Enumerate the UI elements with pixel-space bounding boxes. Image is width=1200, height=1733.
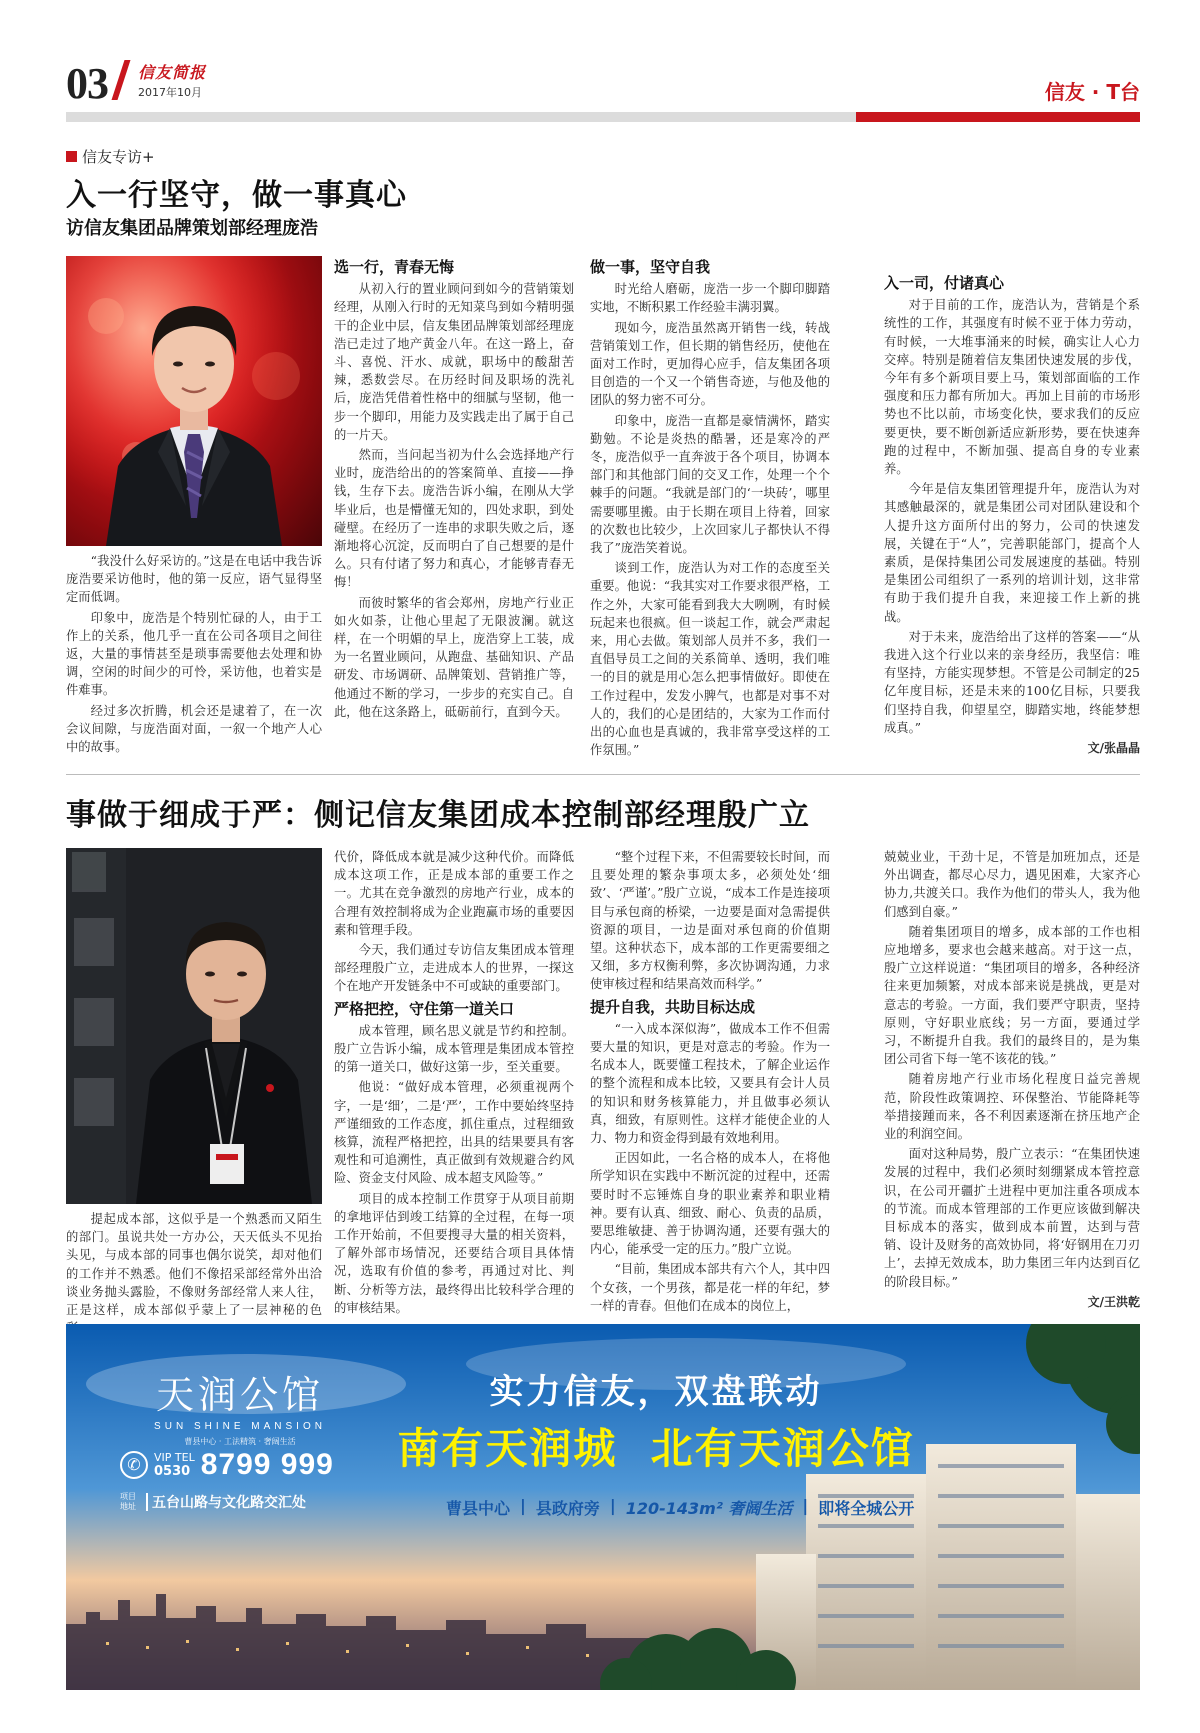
paragraph: “整个过程下来，不但需要较长时间，而且要处理的繁杂事项太多，必须处处‘细致’、‘严谨’。”殷广立说，“成本工作是连接项目与承包商的桥梁，一边要是面对急需提供资源的项目，一边是面对承包商的价值期望。这种状态下，成本部的工作更需要细之又细，多方权衡利弊，多次协调沟通，力求使审核过程和结果高效而科学。” — [590, 850, 830, 992]
paragraph: 从初入行的置业顾问到如今的营销策划经理，从刚入行时的无知菜鸟到如今精明强干的企业中层，信友集团品牌策划部经理庞浩已走过了地产黄金八年。在这一路上，奋斗、喜悦、汗水、成就，职场中的酸甜苦辣，悉数尝尽。在历经时间及职场的洗礼后，庞浩凭借着性格中的细腻与坚韧，他一步一个脚印，用能力及实践走出了属于自己的一片天。 — [334, 282, 574, 442]
article2-column-3 — [590, 848, 830, 1317]
paragraph: 经过多次折腾，机会还是逮着了，在一次会议间隙，与庞浩面对面，一叙一个地产人心中的故事。 — [66, 703, 322, 755]
issue-date: 2017年10月 — [138, 86, 202, 99]
section-heading: 严格把控，守住第一道关口 — [334, 999, 515, 1018]
ad-slogan-secondary: 南有天润城 北有天润公馆 — [397, 1424, 915, 1473]
article2-column-4 — [884, 848, 1140, 1313]
portrait-illustration — [66, 256, 322, 546]
paragraph: “一入成本深似海”，做成本工作不但需要大量的知识，更是对意志的考验。作为一名成本人，既要懂工程技术，了解企业运作的整个流程和成本比较，又要具有会计人员的知识和财务核算能力，并且做事必须认真，细致，有原则性。这样才能使企业的人力、物力和资金得到最有效地利用。 — [590, 1021, 830, 1146]
paragraph: 今年是信友集团管理提升年，庞浩认为对其感触最深的，就是集团公司对团队建设和个人提升这方面所付出的努力，公司的快速发展，关键在于“人”，完善职能部门，提高个人素质，是保持集团公司发展速度的基础。特别是集团公司组织了一系列的培训计划，这非常有助于我们提升自我，来迎接工作上新的挑战。 — [884, 482, 1140, 624]
paragraph: “我没什么好采访的。”这是在电话中我告诉庞浩要采访他时，他的第一反应，语气显得坚定而低调。 — [66, 554, 322, 605]
vip-label: VIP TEL — [154, 1451, 195, 1464]
section-heading: 提升自我，共助目标达成 — [590, 997, 756, 1016]
portrait-photo-panghao — [66, 256, 322, 546]
paragraph: 提起成本部，这似乎是一个熟悉而又陌生的部门。虽说共处一方办公，天天低头不见抬头见，与成本部的同事也偶尔说笑，却对他们的工作并不熟悉。他们不像招采部经常外出洽谈业务抛头露脸，不像财务部经常人来人往，正是这样，成本部似乎蒙上了一层神秘的色 — [66, 1212, 322, 1318]
article1-column-3 — [590, 254, 830, 761]
ad-features-bar — [446, 1496, 914, 1519]
column-tag — [66, 146, 155, 167]
article1-headline: 入一行坚守，做一事真心 — [66, 178, 407, 213]
section-label: 信友 · T台 — [1044, 80, 1140, 104]
ad-logo-chinese: 天润公馆 — [155, 1373, 324, 1417]
header-rule-accent — [856, 112, 1140, 122]
paragraph: 正因如此，一名合格的成本人，在将他所学知识在实践中不断沉淀的过程中，还需要时时不忘锤炼自身的职业素养和职业精神。要有认真、细致、耐心、负责的品质，要思维敏捷、善于协调沟通，还要有强大的内心，能承受一定的压力。”殷广立说。 — [590, 1151, 830, 1257]
byline: 文/张晶晶 — [1087, 741, 1140, 756]
ad-address — [120, 1492, 306, 1512]
paragraph: 印象中，庞浩是个特别忙碌的人，由于工作上的关系，他几乎一直在公司各项目之间往返，大量的事情甚至是琐事需要他去处理和协调，空闲的时间少的可怜，采访他，也着实是件难事。 — [66, 610, 322, 698]
real-estate-advertisement — [66, 1324, 1140, 1690]
feature-separator: | — [802, 1496, 809, 1515]
paragraph: 面对这种局势，殷广立表示：“在集团快速发展的过程中，我们必须时刻绷紧成本管控意识，在公司开疆扩土进程中更加注重各项成本的节流。而成本管理部的工作更应该做到解决目标成本的落实，做到成本前置，达到与营销、设计及财务的高效协同，将‘好钢用在刀刃上’，去掉无效成本，助力集团三年内达到百亿的阶段目标。” — [884, 1147, 1140, 1289]
byline: 文/王洪乾 — [1087, 1294, 1140, 1309]
paragraph: 兢兢业业，干劲十足，不管是加班加点，还是外出调查，都尽心尽力，遇见困难，大家齐心协力,共渡关口。我作为他们的带头人，我为他们感到自豪。” — [884, 850, 1140, 919]
paragraph: 成本管理，顾名思义就是节约和控制。殷广立告诉小编，成本管理是集团成本管控的第一道关口，做好这第一步，至关重要。 — [334, 1023, 574, 1075]
paragraph: 而彼时繁华的省会郑州，房地产行业正如火如荼，让他心里起了无限波澜。就这样，在一个明媚的早上，庞浩穿上工装，成为一名置业顾问，从跑盘、基础知识、产品研发、市场调研、品牌策划、营销推广等，他通过不断的学习，一步步的充实自己。自此，他在这条路上，砥砺前行，直到今天。 — [334, 595, 574, 719]
paragraph: 今天，我们通过专访信友集团成本管理部经理殷广立，走进成本人的世界，一探这个在地产开发链条中不可或缺的重要部门。 — [334, 943, 574, 994]
feature-item: 即将全城公开 — [818, 1499, 915, 1518]
section-heading: 入一司，付诸真心 — [884, 274, 1005, 292]
article1-subheadline: 访信友集团品牌策划部经理庞浩 — [66, 218, 318, 239]
address-label: 项目地址 — [120, 1492, 136, 1511]
phone-icon: ✆ — [120, 1451, 148, 1479]
paragraph: 对于未来，庞浩给出了这样的答案——“从我进入这个行业以来的亲身经历，我坚信：唯有坚持，方能实现梦想。不管是公司制定的25亿年度目标，还是未来的100亿目标，只要我们坚持自我，仰望星空，脚踏实地，终能梦想成真。” — [884, 629, 1140, 735]
paragraph: 他说：“做好成本管理，必须重视两个字，一是‘细’，二是‘严’，工作中要始终坚持严谨细致的工作态度，抓住重点，过程细致核算，流程严格把控，出具的结果要具有客观性和可追溯性，真正做到有效规避合约风险、资金支付风险、成本超支风险等。” — [334, 1080, 574, 1186]
article1-column-4 — [884, 270, 1140, 759]
paragraph: 随着集团项目的增多，成本部的工作也相应地增多，要求也会越来越高。对于这一点，殷广立这样说道：“集团项目的增多，各种经济往来更加频繁，对成本部来说是挑战，更是对意志的考验。一方面，我们要严守职责，坚持原则，守好职业底线；另一方面，要通过学习，不断提升自我。我们的最终目的，是为集团公司省下每一笔不该花的钱。” — [884, 924, 1140, 1067]
article1-intro — [66, 552, 322, 758]
feature-separator: | — [609, 1496, 616, 1515]
red-square-icon — [66, 151, 77, 162]
ad-logo — [140, 1364, 340, 1447]
paper-name: 信友简报 — [138, 63, 207, 82]
ad-slogan-primary: 实力信友，双盘联动 — [489, 1372, 823, 1412]
paragraph: 现如今，庞浩虽然离开销售一线，转战营销策划工作，但长期的销售经历，使他在面对工作时，更加得心应手，信友集团各项目创造的一个又一个销售奇迹，与他及他的团队的努力密不可分。 — [590, 320, 830, 408]
column-tag-text: 信友专访+ — [82, 148, 155, 166]
paragraph: “目前，集团成本部共有六个人，其中四个女孩，一个男孩，都是花一样的年纪，梦一样的青春。但他们在成本的岗位上， — [590, 1262, 830, 1313]
article1-column-2 — [334, 254, 574, 723]
phone-number: 8799 999 — [200, 1448, 334, 1481]
paragraph: 对于目前的工作，庞浩认为，营销是个系统性的工作，其强度有时候不亚于体力劳动，有时候，一大堆事涌来的时候，确实让人心力交瘁。特别是随着信友集团快速发展的步伐，今年有多个新项目要上马，策划部面临的工作强度和压力都有所加大。再加上目前的市场形势也不比以前，市场变化快，要求我们的反应要更快，要不断创新适应新形势，要在快速奔跑的过程中，不断加强、提高自身的专业素养。 — [884, 298, 1140, 477]
feature-separator: | — [520, 1496, 526, 1515]
section-heading: 选一行，青春无悔 — [334, 258, 455, 276]
portrait-photo-yinguangli — [66, 848, 322, 1204]
paragraph: 随着房地产行业市场化程度日益完善规范，阶段性政策调控、环保整治、节能降耗等举措接踵而来，各不利因素逐渐在挤压地产企业的利润空间。 — [884, 1072, 1140, 1142]
header-slash-mark — [112, 60, 131, 100]
ad-logo-english: SUN SHINE MANSION — [154, 1421, 326, 1432]
paragraph: 然而，当问起当初为什么会选择地产行业时，庞浩给出的的答案简单、直接——挣钱，生存下去。庞浩告诉小编，在刚从大学毕业后，也是懵懂无知的，四处求职，到处碰壁。在经历了一连串的求职失败之后，逐渐地将心沉淀，反而明白了自己想要的是什么。只有付诸了努力和真心，才能够青春无悔！ — [334, 448, 574, 590]
article2-headline: 事做于细成于严：侧记信友集团成本控制部经理殷广立 — [66, 798, 810, 833]
address-divider — [146, 1493, 148, 1511]
feature-item: 120-143m² 奢阔生活 — [625, 1499, 793, 1518]
area-code: 0530 — [154, 1464, 191, 1479]
article2-column-2 — [334, 848, 574, 1319]
article-divider — [66, 774, 1140, 775]
ad-phone-block — [120, 1448, 334, 1482]
paragraph: 代价，降低成本就是减少这种代价。而降低成本这项工作，正是成本部的重要工作之一。尤其在竞争激烈的房地产行业，成本的合理有效控制将成为企业跑赢市场的重要因素和管理手段。 — [334, 850, 574, 937]
section-heading: 做一事，坚守自我 — [590, 258, 711, 276]
portrait-illustration — [66, 848, 322, 1204]
feature-item: 曹县中心 — [446, 1499, 511, 1518]
paragraph: 项目的成本控制工作贯穿于从项目前期的拿地评估到竣工结算的全过程，在每一项工作开始前，不但要搜寻大量的相关资料，了解外部市场情况，还要结合项目具体情况，选取有价值的参考，再通过对比、判断、分析等方法，最终得出比较科学合理的的审核结果。 — [334, 1191, 574, 1315]
paragraph: 谈到工作，庞浩认为对工作的态度至关重要。他说：“我其实对工作要求很严格，工作之外，大家可能看到我大大咧咧，有时候玩起来也很疯。但一谈起工作，就会严肃起来，用心去做。策划部人员并不多，我们一直倡导员工之间的关系简单、透明，我们唯一的目的就是用心怎么把事情做好。即使在工作过程中，发发小脾气，也都是对事不对人的，我们的心是团结的，大家为工作而付出的心血也是真诚的，我非常享受这样的工作氛围。” — [590, 561, 830, 758]
feature-item: 县政府旁 — [535, 1499, 600, 1518]
ad-logo-tagline: 曹县中心 · 工法精筑 · 奢阔生活 — [184, 1437, 296, 1446]
paragraph: 时光给人磨砺，庞浩一步一个脚印脚踏实地，不断积累工作经验丰满羽翼。 — [590, 282, 830, 315]
page-number: 03 — [66, 59, 108, 108]
header-rule — [66, 112, 856, 122]
address-text: 五台山路与文化路交汇处 — [152, 1495, 306, 1511]
paragraph: 印象中，庞浩一直都是豪情满怀，踏实勤勉。不论是炎热的酷暑，还是寒冷的严冬，庞浩似乎一直奔波于各个项目，协调本部门和其他部门间的交叉工作，处理一个个棘手的问题。“我就是部门的‘一块砖’，哪里需要哪里搬。由于长期在项目上待着，回家的次数也比较少，上次回家儿子都快认不得我了”庞浩笑着说。 — [590, 413, 830, 556]
